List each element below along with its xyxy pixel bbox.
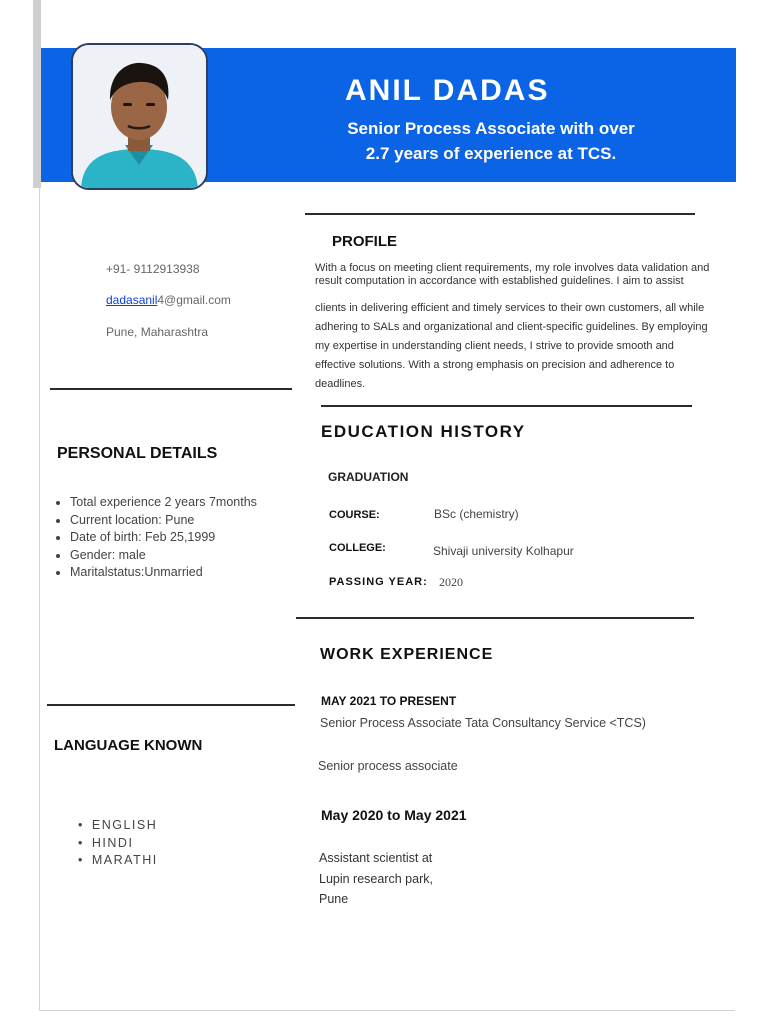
college-value: Shivaji university Kolhapur [433, 544, 574, 558]
job1-date: MAY 2021 TO PRESENT [321, 694, 457, 708]
language-list [78, 817, 158, 870]
job2-line: Lupin research park, [319, 871, 433, 886]
list-item: • Date of birth: Feb 25,1999 [70, 529, 320, 547]
profile-text-1: With a focus on meeting client requirements, my role involves data validation and result computation in accordance with established guidelines. I aim to assist [315, 262, 710, 287]
profile-text-2: clients in delivering efficient and timely services to their own customers, all while adhering to SALs and organizational and client-specific guidelines. By employing my expertise in understanding client needs, I strive to provide smooth and effective solutions. With a strong emphasis on precision and adherence to deadlines. [315, 302, 708, 390]
graduation-heading: GRADUATION [328, 470, 409, 484]
job2-details [319, 848, 433, 910]
passing-year-label: PASSING YEAR: [329, 576, 428, 588]
profile-heading: PROFILE [332, 233, 398, 250]
person-photo-icon [73, 45, 206, 188]
list-item: • HINDI [78, 835, 158, 853]
language-heading: LANGUAGE KNOWN [54, 737, 203, 754]
list-item: • Current location: Pune [70, 512, 320, 530]
page-bottom-edge [39, 1010, 735, 1011]
profile-photo [71, 43, 208, 190]
job2-line: Assistant scientist at [319, 851, 433, 865]
job2-line: Pune [319, 892, 349, 906]
tagline-line-2: 2.7 years of experience at TCS. [365, 144, 617, 163]
course-label: COURSE: [329, 509, 380, 521]
language-divider [47, 704, 295, 706]
profile-divider [305, 213, 695, 215]
work-heading: WORK EXPERIENCE [320, 646, 494, 663]
email-link[interactable]: dadasanil [106, 293, 158, 307]
candidate-tagline [332, 116, 650, 166]
list-item: • Maritalstatus:Unmarried [70, 564, 320, 582]
candidate-name: ANIL DADAS [345, 74, 550, 107]
job2-date: May 2020 to May 2021 [321, 807, 467, 823]
personal-details-list [48, 494, 320, 582]
job1-role: Senior process associate [318, 759, 458, 773]
education-heading: EDUCATION HISTORY [321, 422, 526, 441]
list-item: • MARATHI [78, 852, 158, 870]
personal-divider [50, 388, 292, 390]
list-item: • ENGLISH [78, 817, 158, 835]
course-value: BSc (chemistry) [434, 507, 519, 521]
personal-heading: PERSONAL DETAILS [57, 445, 218, 462]
work-divider [296, 617, 694, 619]
college-label: COLLEGE: [329, 542, 386, 554]
tagline-line-1: Senior Process Associate with over [347, 119, 635, 138]
passing-year-value: 2020 [439, 575, 463, 589]
list-item: • Gender: male [70, 547, 320, 565]
email-domain: 4@gmail.com [157, 293, 231, 307]
contact-phone: +91- 9112913938 [106, 262, 200, 276]
contact-email[interactable] [106, 293, 231, 307]
job1-title: Senior Process Associate Tata Consultancy Service <TCS) [320, 716, 646, 730]
contact-location: Pune, Maharashtra [106, 325, 209, 339]
left-accent-bar [33, 0, 41, 188]
list-item: • Total experience 2 years 7months [70, 494, 320, 512]
education-divider [321, 405, 692, 407]
